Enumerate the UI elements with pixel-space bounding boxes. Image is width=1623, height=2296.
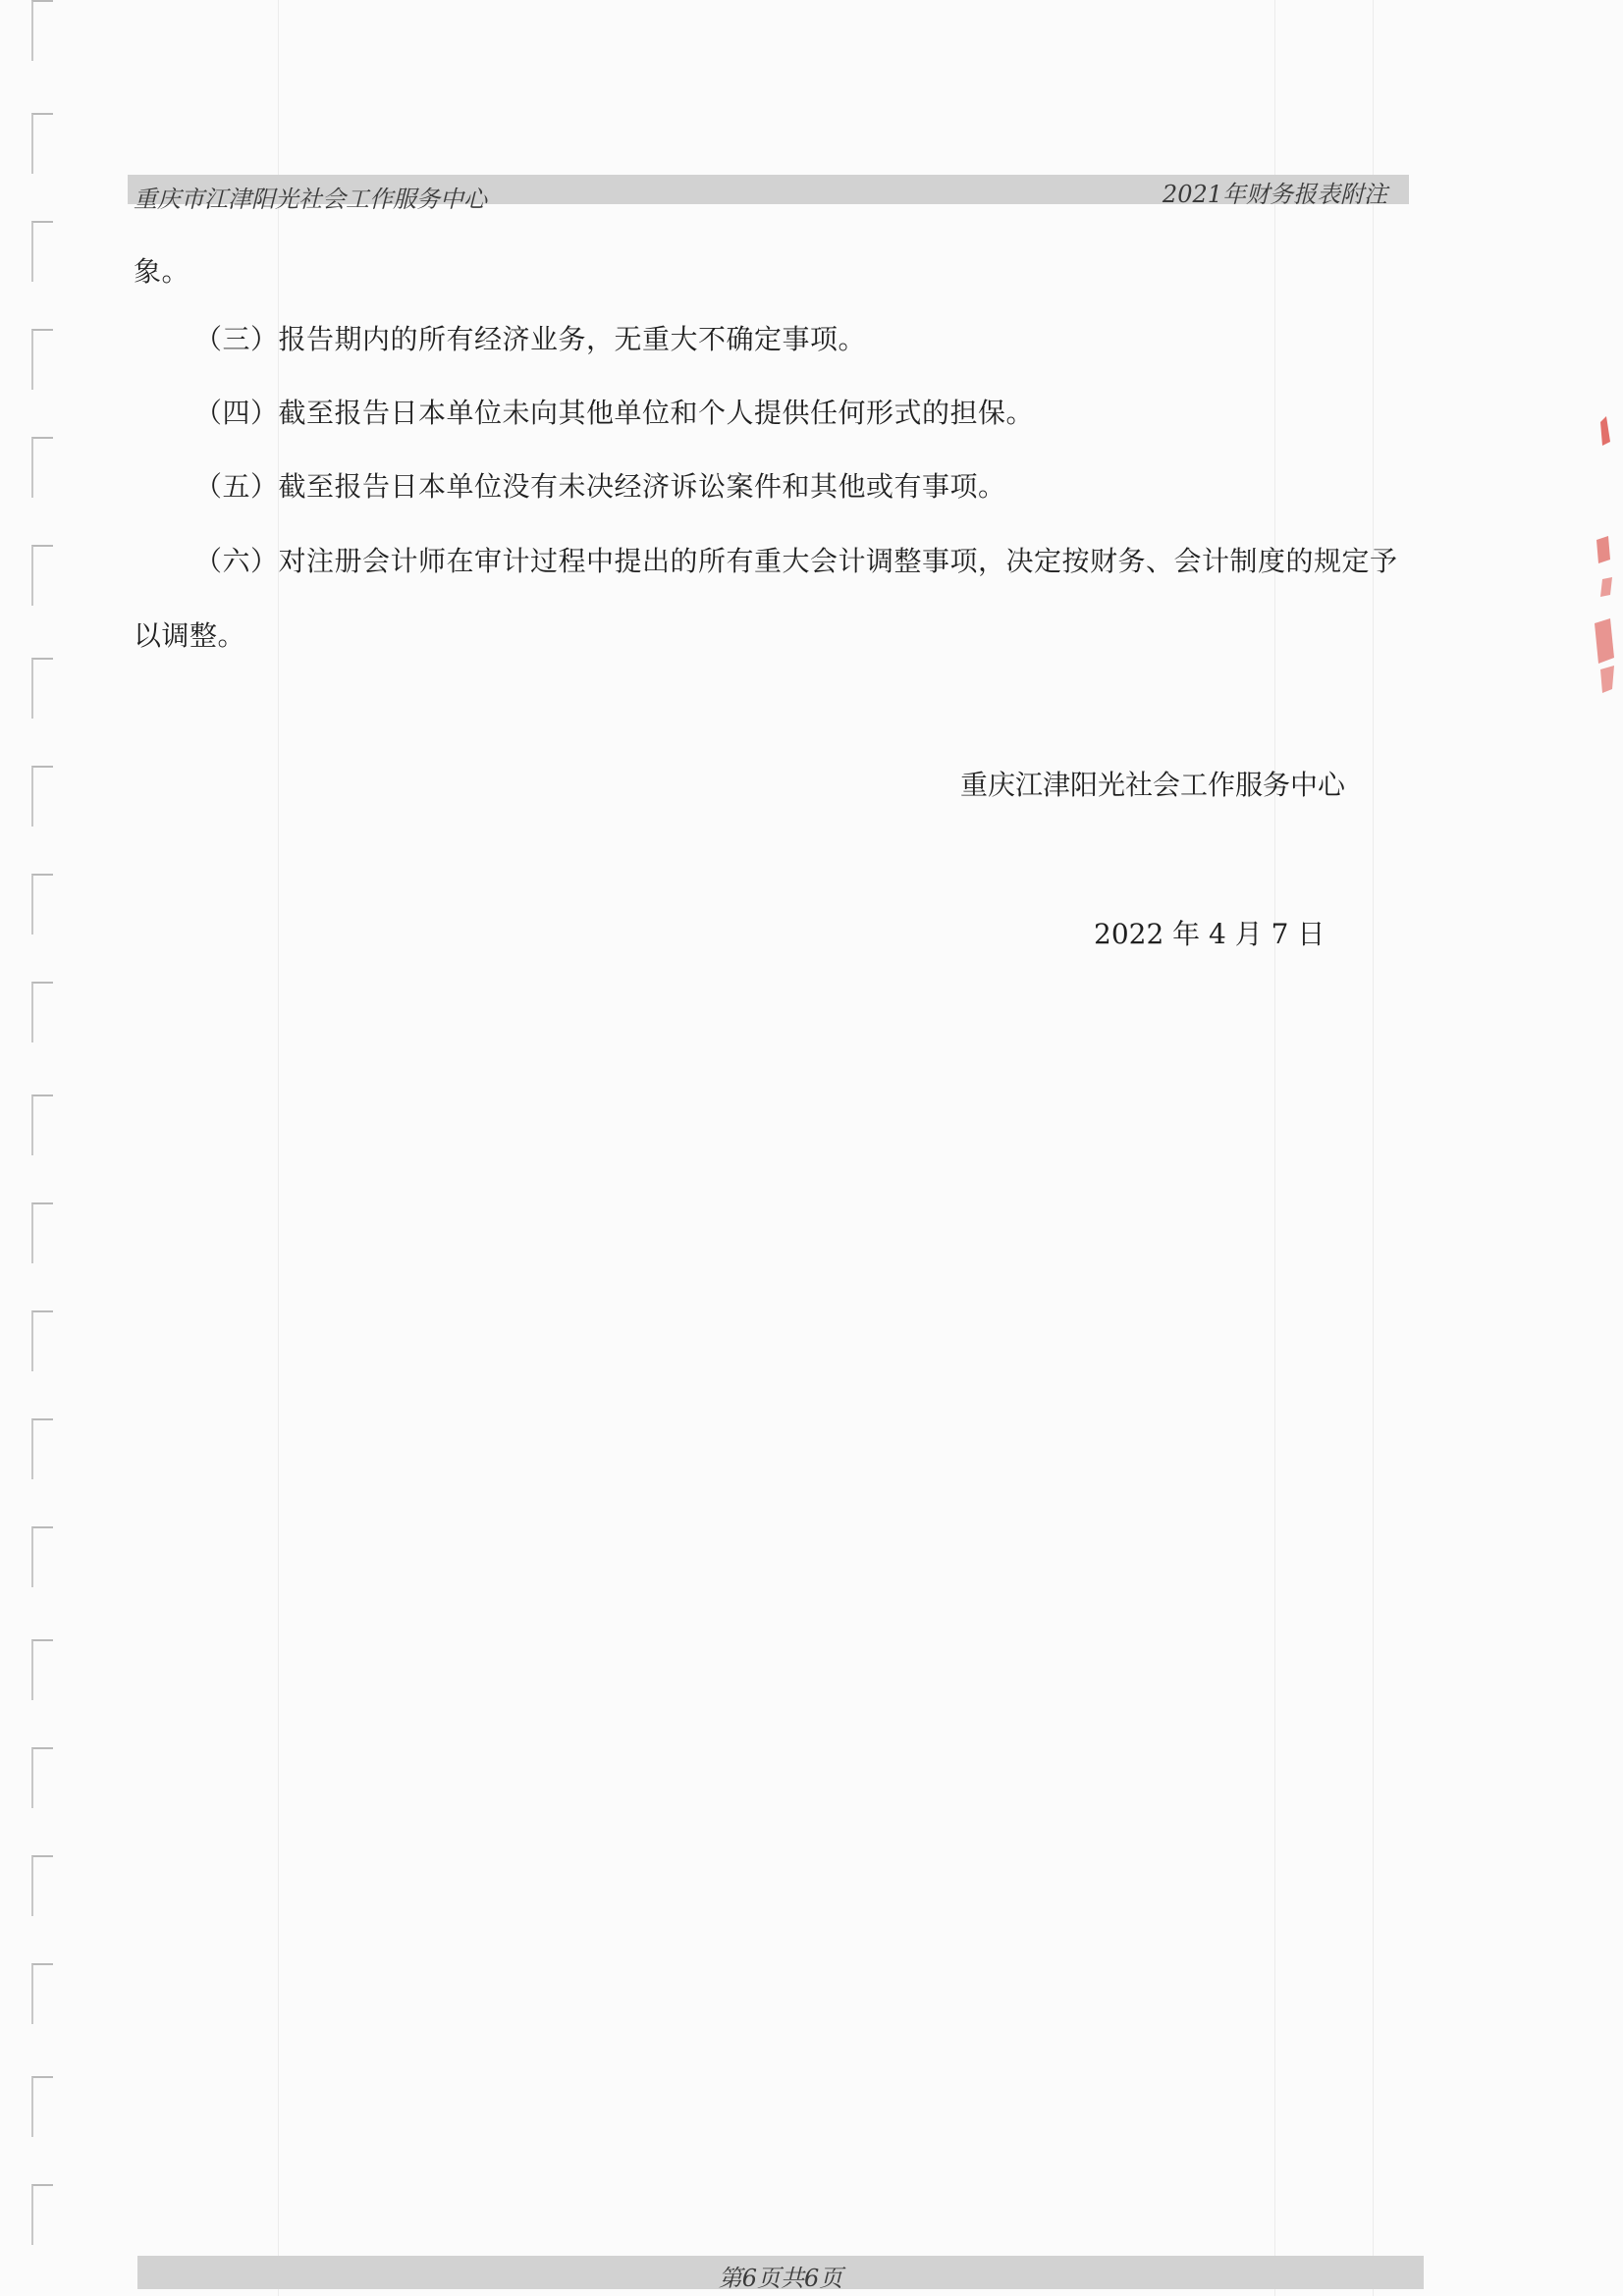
binding-mark xyxy=(31,1095,53,1155)
binding-mark xyxy=(31,1202,53,1263)
binding-mark xyxy=(31,874,53,934)
paragraph-item-6: （六）对注册会计师在审计过程中提出的所有重大会计调整事项，决定按财务、会计制度的规定予 xyxy=(194,545,1398,577)
binding-mark xyxy=(31,1855,53,1916)
binding-mark xyxy=(31,1639,53,1700)
page-number: 第6页共6页 xyxy=(718,2265,843,2292)
binding-mark xyxy=(31,982,53,1042)
footer-band xyxy=(137,2256,1424,2292)
seal-stamp-edge xyxy=(1589,412,1623,707)
binding-mark xyxy=(31,0,53,61)
binding-mark xyxy=(31,1526,53,1587)
binding-mark xyxy=(31,1418,53,1479)
scan-line xyxy=(1373,0,1374,2296)
binding-mark xyxy=(31,658,53,719)
binding-mark xyxy=(31,113,53,174)
scan-line xyxy=(1274,0,1275,2296)
signature-date: 2022 年 4 月 7 日 xyxy=(1094,918,1325,950)
paragraph-item-6-continuation: 以调整。 xyxy=(134,619,246,652)
paragraph-item-4: （四）截至报告日本单位未向其他单位和个人提供任何形式的担保。 xyxy=(194,397,1035,429)
binding-mark xyxy=(31,545,53,606)
binding-mark xyxy=(31,221,53,282)
binding-mark xyxy=(31,329,53,390)
paragraph-item-3: （三）报告期内的所有经济业务，无重大不确定事项。 xyxy=(194,323,867,355)
binding-mark xyxy=(31,1747,53,1808)
header-report-title: 2021年财务报表附注 xyxy=(1162,181,1387,208)
binding-mark xyxy=(31,766,53,827)
binding-mark xyxy=(31,2184,53,2245)
signature-organization: 重庆江津阳光社会工作服务中心 xyxy=(960,769,1346,801)
binding-mark xyxy=(31,1963,53,2024)
header-organization: 重庆市江津阳光社会工作服务中心 xyxy=(134,186,487,213)
paragraph-continuation: 象。 xyxy=(134,255,190,288)
binding-mark xyxy=(31,437,53,498)
binding-mark xyxy=(31,1310,53,1371)
binding-mark xyxy=(31,2076,53,2137)
binding-marks xyxy=(27,0,57,2296)
paragraph-item-5: （五）截至报告日本单位没有未决经济诉讼案件和其他或有事项。 xyxy=(194,470,1006,503)
